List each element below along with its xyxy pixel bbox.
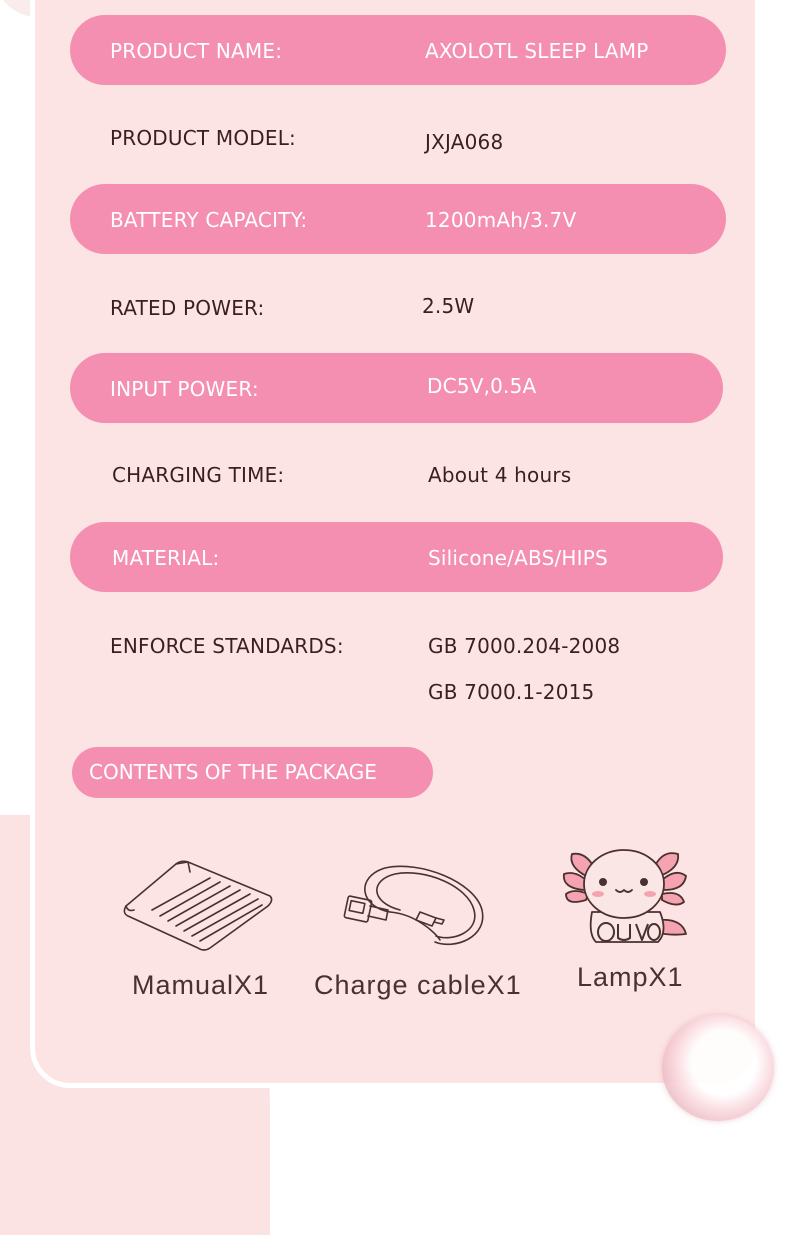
lamp-label: LampX1	[577, 962, 684, 992]
spec-value-secondary: GB 7000.1-2015	[428, 680, 595, 704]
spec-row-battery-capacity	[70, 184, 726, 254]
cable-icon	[340, 862, 490, 952]
spec-label: INPUT POWER:	[110, 377, 259, 401]
spec-value: Silicone/ABS/HIPS	[428, 546, 608, 570]
spec-value: 2.5W	[422, 294, 475, 318]
spec-label: MATERIAL:	[112, 546, 220, 570]
axolotl-lamp-icon	[558, 842, 693, 952]
spec-label: ENFORCE STANDARDS:	[110, 634, 344, 658]
spec-value: AXOLOTL SLEEP LAMP	[425, 39, 649, 63]
spec-row-product-name	[70, 15, 726, 85]
spec-row-rated-power	[70, 272, 726, 342]
manual-icon	[118, 858, 278, 953]
package-heading	[72, 747, 433, 798]
package-title: CONTENTS OF THE PACKAGE	[89, 760, 377, 784]
spec-row-input-power	[70, 353, 723, 423]
spec-row-material	[70, 522, 723, 592]
spec-label: BATTERY CAPACITY:	[110, 208, 308, 232]
spec-row-enforce-standards	[70, 612, 726, 712]
spec-label: PRODUCT NAME:	[110, 39, 283, 63]
cable-label: Charge cableX1	[314, 970, 522, 1000]
spec-value: JXJA068	[425, 130, 504, 154]
decorative-bubble	[662, 1015, 774, 1121]
spec-label: CHARGING TIME:	[112, 463, 285, 487]
spec-value: GB 7000.204-2008	[428, 634, 621, 658]
spec-value: About 4 hours	[428, 463, 572, 487]
spec-value: DC5V,0.5A	[427, 374, 537, 398]
spec-value: 1200mAh/3.7V	[425, 208, 577, 232]
spec-row-product-model	[70, 102, 726, 172]
spec-label: PRODUCT MODEL:	[110, 126, 296, 150]
manual-label: MamualX1	[132, 970, 270, 1000]
spec-label: RATED POWER:	[110, 296, 265, 320]
spec-row-charging-time	[70, 440, 726, 510]
